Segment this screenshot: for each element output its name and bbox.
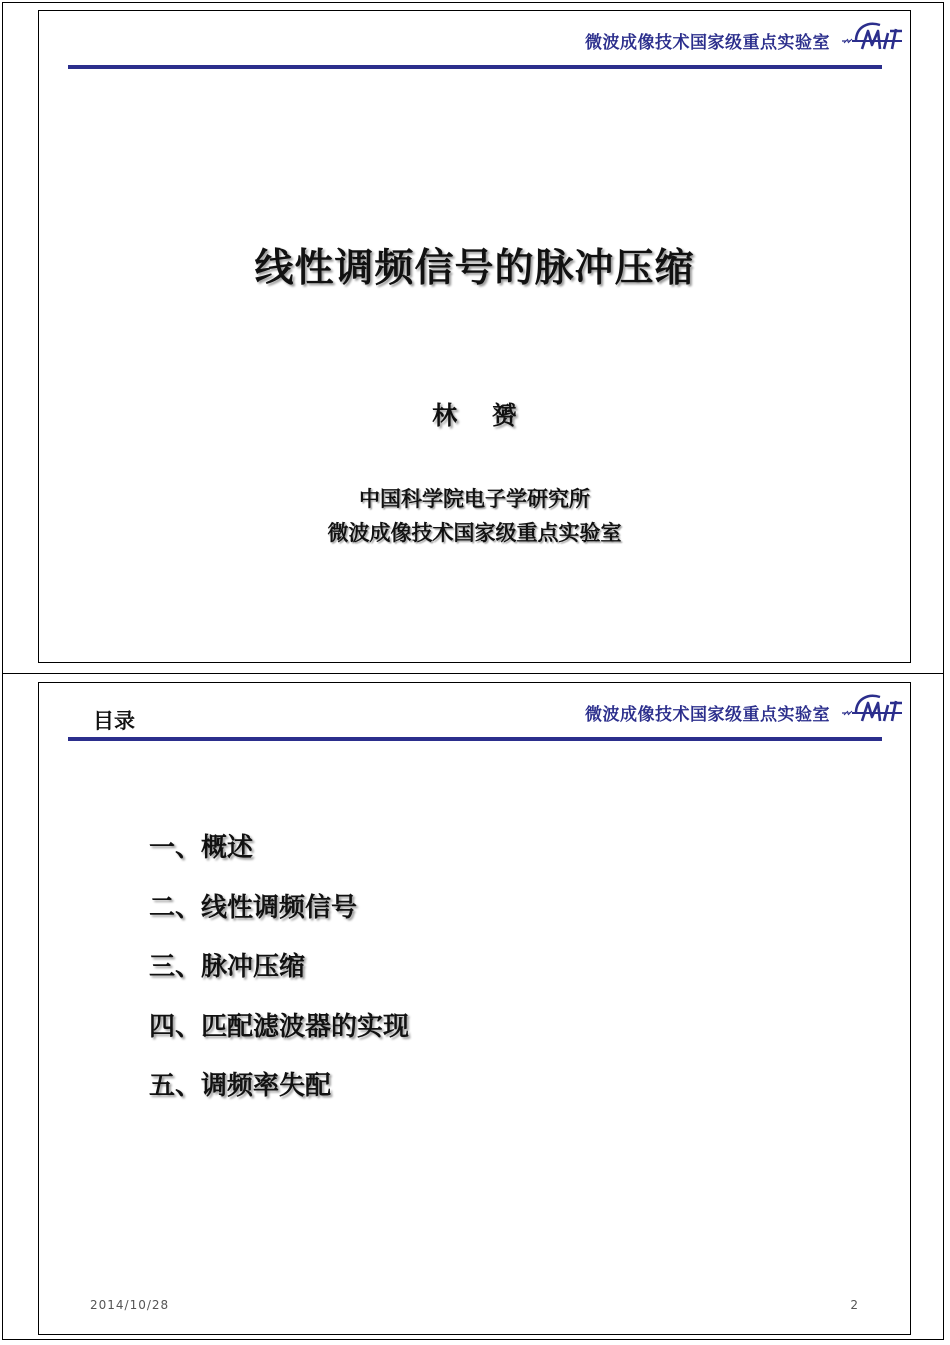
slide-title: 线性调频信号的脉冲压缩 <box>254 246 695 291</box>
footer-date: 2014/10/28 <box>90 1298 170 1312</box>
lab-name-header: 微波成像技术国家级重点实验室 <box>585 705 830 725</box>
slide-1 <box>38 10 911 663</box>
page-divider <box>2 673 944 674</box>
header-divider-bar <box>68 65 882 69</box>
toc-item: 三、脉冲压缩 <box>149 952 306 982</box>
slide-2 <box>38 682 911 1335</box>
toc-item: 二、线性调频信号 <box>149 892 358 923</box>
mitl-logo-icon <box>840 17 906 57</box>
header-divider-bar <box>68 737 882 741</box>
lab-name-header: 微波成像技术国家级重点实验室 <box>585 33 830 53</box>
affiliation-line-1: 中国科学院电子学研究所 <box>359 487 590 511</box>
affiliation-line-2: 微波成像技术国家级重点实验室 <box>327 521 622 545</box>
author-name: 林 赟 <box>432 401 517 430</box>
table-of-contents <box>149 828 409 1126</box>
mitl-logo-icon <box>840 689 906 729</box>
toc-item: 四、匹配滤波器的实现 <box>149 1011 410 1042</box>
toc-item: 五、调频率失配 <box>149 1071 332 1101</box>
page-number: 2 <box>850 1298 858 1312</box>
toc-item: 一、概述 <box>149 833 254 863</box>
section-title: 目录 <box>93 709 135 733</box>
